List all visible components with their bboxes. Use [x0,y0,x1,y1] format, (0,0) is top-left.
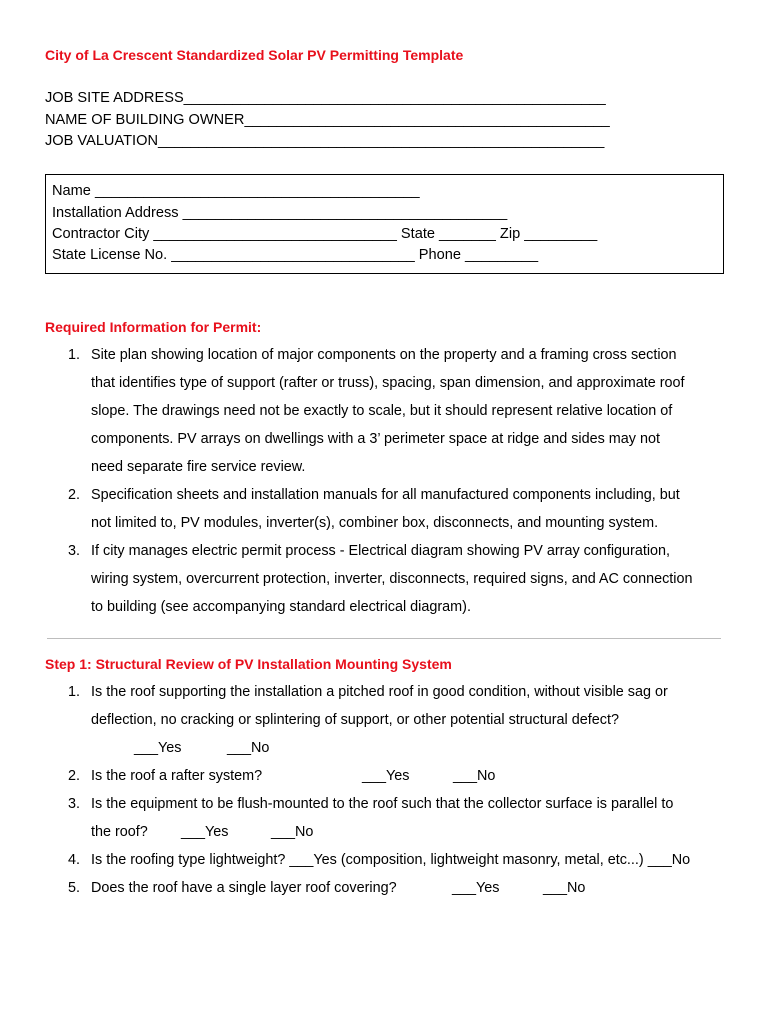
question-number: 4. [67,852,80,868]
question-number: 1. [67,684,80,700]
contractor-city-state-zip-field[interactable]: Contractor City ______________________________ State _______ Zip _________ [52,226,598,242]
question-3-no-option[interactable]: ___No [271,824,314,840]
required-info-heading: Required Information for Permit: [45,319,262,335]
job-valuation-field[interactable]: JOB VALUATION_______________________________________________________ [45,133,605,149]
required-item-1-line: components. PV arrays on dwellings with a 3’ perimeter space at ridge and sides may not [91,431,660,447]
question-1-yes-option[interactable]: ___Yes [134,740,182,756]
license-phone-field[interactable]: State License No. ______________________________ Phone _________ [52,247,539,263]
required-item-2-line: Specification sheets and installation manuals for all manufactured components including, but [91,487,680,503]
required-item-1-line: slope. The drawings need not be exactly to scale, but it should represent relative location of [91,403,673,419]
question-number: 5. [67,880,80,896]
required-item-3-line: to building (see accompanying standard electrical diagram). [91,599,471,615]
question-3-line: Is the equipment to be flush-mounted to the roof such that the collector surface is parallel to [91,796,674,812]
required-item-1-line: Site plan showing location of major components on the property and a framing cross section [91,347,677,363]
question-2-yes-option[interactable]: ___Yes [362,768,410,784]
question-5-yes-option[interactable]: ___Yes [452,880,500,896]
required-item-number: 1. [67,347,80,363]
question-5-no-option[interactable]: ___No [543,880,586,896]
question-number: 2. [67,768,80,784]
required-item-1-line: that identifies type of support (rafter or truss), spacing, span dimension, and approximate roof [91,375,685,391]
question-5-text: Does the roof have a single layer roof covering? [91,880,397,896]
question-number: 3. [67,796,80,812]
question-1-line: Is the roof supporting the installation a pitched roof in good condition, without visible sag or [91,684,668,700]
question-3-line: the roof? [91,824,148,840]
question-2-text: Is the roof a rafter system? [91,768,263,784]
question-4-text[interactable]: Is the roofing type lightweight? ___Yes (composition, lightweight masonry, metal, etc...) ___No [91,852,691,868]
section-divider [47,638,721,639]
question-2-no-option[interactable]: ___No [453,768,496,784]
required-item-3-line: If city manages electric permit process - Electrical diagram showing PV array configuration, [91,543,671,559]
required-item-3-line: wiring system, overcurrent protection, inverter, disconnects, required signs, and AC connection [91,571,693,587]
step1-heading: Step 1: Structural Review of PV Installation Mounting System [45,656,452,672]
question-1-line: deflection, no cracking or splintering of support, or other potential structural defect? [91,712,619,728]
document-title: City of La Crescent Standardized Solar PV Permitting Template [45,47,464,63]
job-site-address-field[interactable]: JOB SITE ADDRESS____________________________________________________ [45,90,606,106]
question-3-yes-option[interactable]: ___Yes [181,824,229,840]
required-item-2-line: not limited to, PV modules, inverter(s), combiner box, disconnects, and mounting system. [91,515,659,531]
required-item-number: 3. [67,543,80,559]
required-item-1-line: need separate fire service review. [91,459,306,475]
building-owner-field[interactable]: NAME OF BUILDING OWNER_____________________________________________ [45,112,610,128]
installation-address-field[interactable]: Installation Address ________________________________________ [52,205,508,221]
question-1-no-option[interactable]: ___No [227,740,270,756]
contractor-name-field[interactable]: Name ________________________________________ [52,183,420,199]
required-item-number: 2. [67,487,80,503]
